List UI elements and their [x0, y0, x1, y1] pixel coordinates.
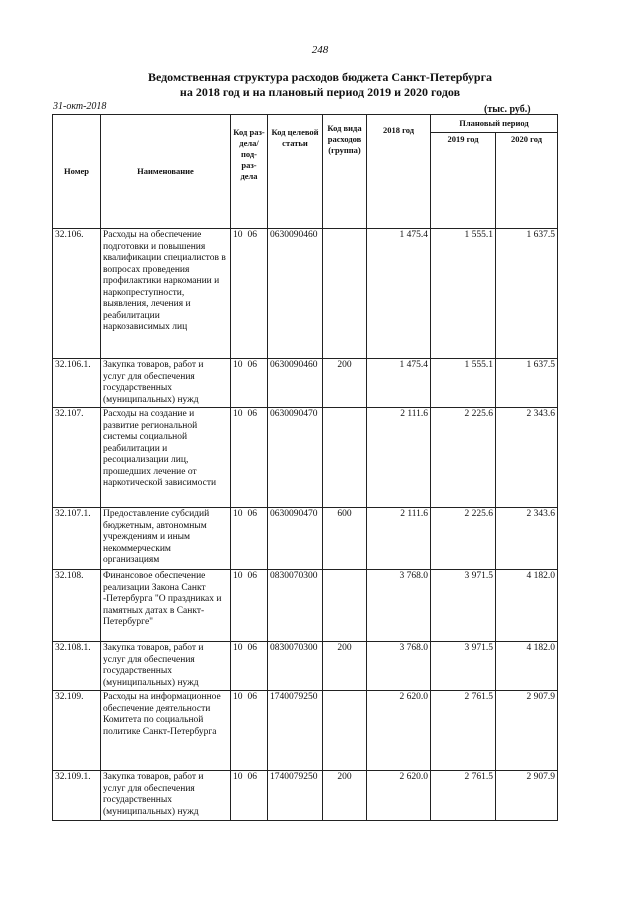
- row-value-2018: 2 620.0: [367, 691, 431, 771]
- row-name: Предоставление субсидий бюджетным, автономным учреждениям и иным некоммерческим организациям: [101, 508, 231, 570]
- table-row: [53, 771, 558, 821]
- row-value-2018: 3 768.0: [367, 642, 431, 691]
- table-row: [53, 642, 558, 691]
- row-expense-type: [323, 691, 367, 771]
- subsection-code: 06: [247, 509, 257, 519]
- section-code: 10: [233, 643, 243, 653]
- row-name: Закупка товаров, работ и услуг для обеспечения государственных (муниципальных) нужд: [101, 359, 231, 408]
- row-value-2018: 2 111.6: [367, 408, 431, 508]
- row-section-code: [231, 508, 268, 570]
- row-number: 32.108.: [53, 570, 101, 642]
- header-expense-type-code: Код вида расходов (группа): [323, 115, 367, 229]
- section-code: 10: [233, 409, 243, 419]
- unit-label: (тыс. руб.): [484, 104, 531, 115]
- section-code: 10: [233, 509, 243, 519]
- row-section-code: [231, 359, 268, 408]
- table-row: [53, 570, 558, 642]
- header-2020: 2020 год: [496, 133, 558, 229]
- row-value-2019: 2 225.6: [431, 508, 496, 570]
- row-expense-type: [323, 229, 367, 359]
- title-line-2: на 2018 год и на плановый период 2019 и 2020 годов: [179, 85, 461, 99]
- row-name: Закупка товаров, работ и услуг для обеспечения государственных (муниципальных) нужд: [101, 642, 231, 691]
- subsection-code: 06: [247, 571, 257, 581]
- row-expense-type: [323, 570, 367, 642]
- row-target-code: 0630090470: [268, 408, 323, 508]
- row-value-2018: 2 111.6: [367, 508, 431, 570]
- row-target-code: 0830070300: [268, 642, 323, 691]
- row-section-code: [231, 229, 268, 359]
- row-value-2019: 3 971.5: [431, 570, 496, 642]
- subsection-code: 06: [247, 360, 257, 370]
- section-code: 10: [233, 692, 243, 702]
- row-target-code: 0630090470: [268, 508, 323, 570]
- section-code: 10: [233, 571, 243, 581]
- header-name: Наименование: [101, 115, 231, 229]
- header-planned-period: Плановый период: [431, 115, 558, 133]
- row-number: 32.107.1.: [53, 508, 101, 570]
- row-value-2020: 2 907.9: [496, 691, 558, 771]
- row-expense-type: 600: [323, 508, 367, 570]
- table-row: [53, 229, 558, 359]
- subsection-code: 06: [247, 643, 257, 653]
- row-value-2020: 2 343.6: [496, 508, 558, 570]
- row-target-code: 0630090460: [268, 229, 323, 359]
- row-name: Финансовое обеспечение реализации Закона Санкт -Петербурга "О праздниках и памятных датах в Санкт-Петербурге": [101, 570, 231, 642]
- subsection-code: 06: [247, 772, 257, 782]
- header-number: Номер: [53, 115, 101, 229]
- row-section-code: [231, 771, 268, 821]
- document-date: 31-окт-2018: [53, 101, 107, 112]
- subsection-code: 06: [247, 409, 257, 419]
- row-name: Расходы на обеспечение подготовки и повышения квалификации специалистов в вопросах проведения профилактики наркомании и наркопреступности, выявления, лечения и реабилитации наркозависимых лиц: [101, 229, 231, 359]
- row-expense-type: 200: [323, 359, 367, 408]
- row-number: 32.109.: [53, 691, 101, 771]
- table-row: [53, 408, 558, 508]
- row-section-code: [231, 642, 268, 691]
- budget-table: [52, 114, 558, 821]
- row-value-2019: 3 971.5: [431, 642, 496, 691]
- row-value-2020: 4 182.0: [496, 642, 558, 691]
- row-number: 32.108.1.: [53, 642, 101, 691]
- table-row: [53, 359, 558, 408]
- row-value-2020: 4 182.0: [496, 570, 558, 642]
- row-number: 32.109.1.: [53, 771, 101, 821]
- page-number: 248: [311, 44, 329, 56]
- row-value-2019: 2 761.5: [431, 691, 496, 771]
- row-target-code: 0830070300: [268, 570, 323, 642]
- row-number: 32.106.1.: [53, 359, 101, 408]
- section-code: 10: [233, 772, 243, 782]
- subsection-code: 06: [247, 692, 257, 702]
- row-target-code: 0630090460: [268, 359, 323, 408]
- row-value-2018: 2 620.0: [367, 771, 431, 821]
- title-line-1: Ведомственная структура расходов бюджета Санкт-Петербурга: [147, 70, 493, 84]
- row-section-code: [231, 570, 268, 642]
- row-section-code: [231, 408, 268, 508]
- section-code: 10: [233, 230, 243, 240]
- row-section-code: [231, 691, 268, 771]
- row-value-2019: 2 761.5: [431, 771, 496, 821]
- row-value-2019: 1 555.1: [431, 229, 496, 359]
- row-value-2020: 1 637.5: [496, 229, 558, 359]
- row-value-2018: 3 768.0: [367, 570, 431, 642]
- row-target-code: 1740079250: [268, 771, 323, 821]
- row-value-2020: 2 907.9: [496, 771, 558, 821]
- header-2018: 2018 год: [367, 115, 431, 229]
- row-expense-type: 200: [323, 642, 367, 691]
- row-name: Закупка товаров, работ и услуг для обеспечения государственных (муниципальных) нужд: [101, 771, 231, 821]
- row-value-2019: 2 225.6: [431, 408, 496, 508]
- row-target-code: 1740079250: [268, 691, 323, 771]
- row-name: Расходы на создание и развитие региональной системы социальной реабилитации и ресоциализации лиц, прошедших лечение от наркотической зависимости: [101, 408, 231, 508]
- row-value-2020: 1 637.5: [496, 359, 558, 408]
- row-number: 32.107.: [53, 408, 101, 508]
- header-target-code: Код целевой статьи: [268, 115, 323, 229]
- document-title: [0, 70, 640, 100]
- row-expense-type: 200: [323, 771, 367, 821]
- table-row: [53, 508, 558, 570]
- header-section-code: Код раз- дела/ под- раз- дела: [231, 115, 268, 229]
- row-expense-type: [323, 408, 367, 508]
- subsection-code: 06: [247, 230, 257, 240]
- row-name: Расходы на информационное обеспечение деятельности Комитета по социальной политике Санкт-Петербурга: [101, 691, 231, 771]
- row-value-2018: 1 475.4: [367, 229, 431, 359]
- row-number: 32.106.: [53, 229, 101, 359]
- table-row: [53, 691, 558, 771]
- row-value-2020: 2 343.6: [496, 408, 558, 508]
- row-value-2018: 1 475.4: [367, 359, 431, 408]
- section-code: 10: [233, 360, 243, 370]
- header-2019: 2019 год: [431, 133, 496, 229]
- row-value-2019: 1 555.1: [431, 359, 496, 408]
